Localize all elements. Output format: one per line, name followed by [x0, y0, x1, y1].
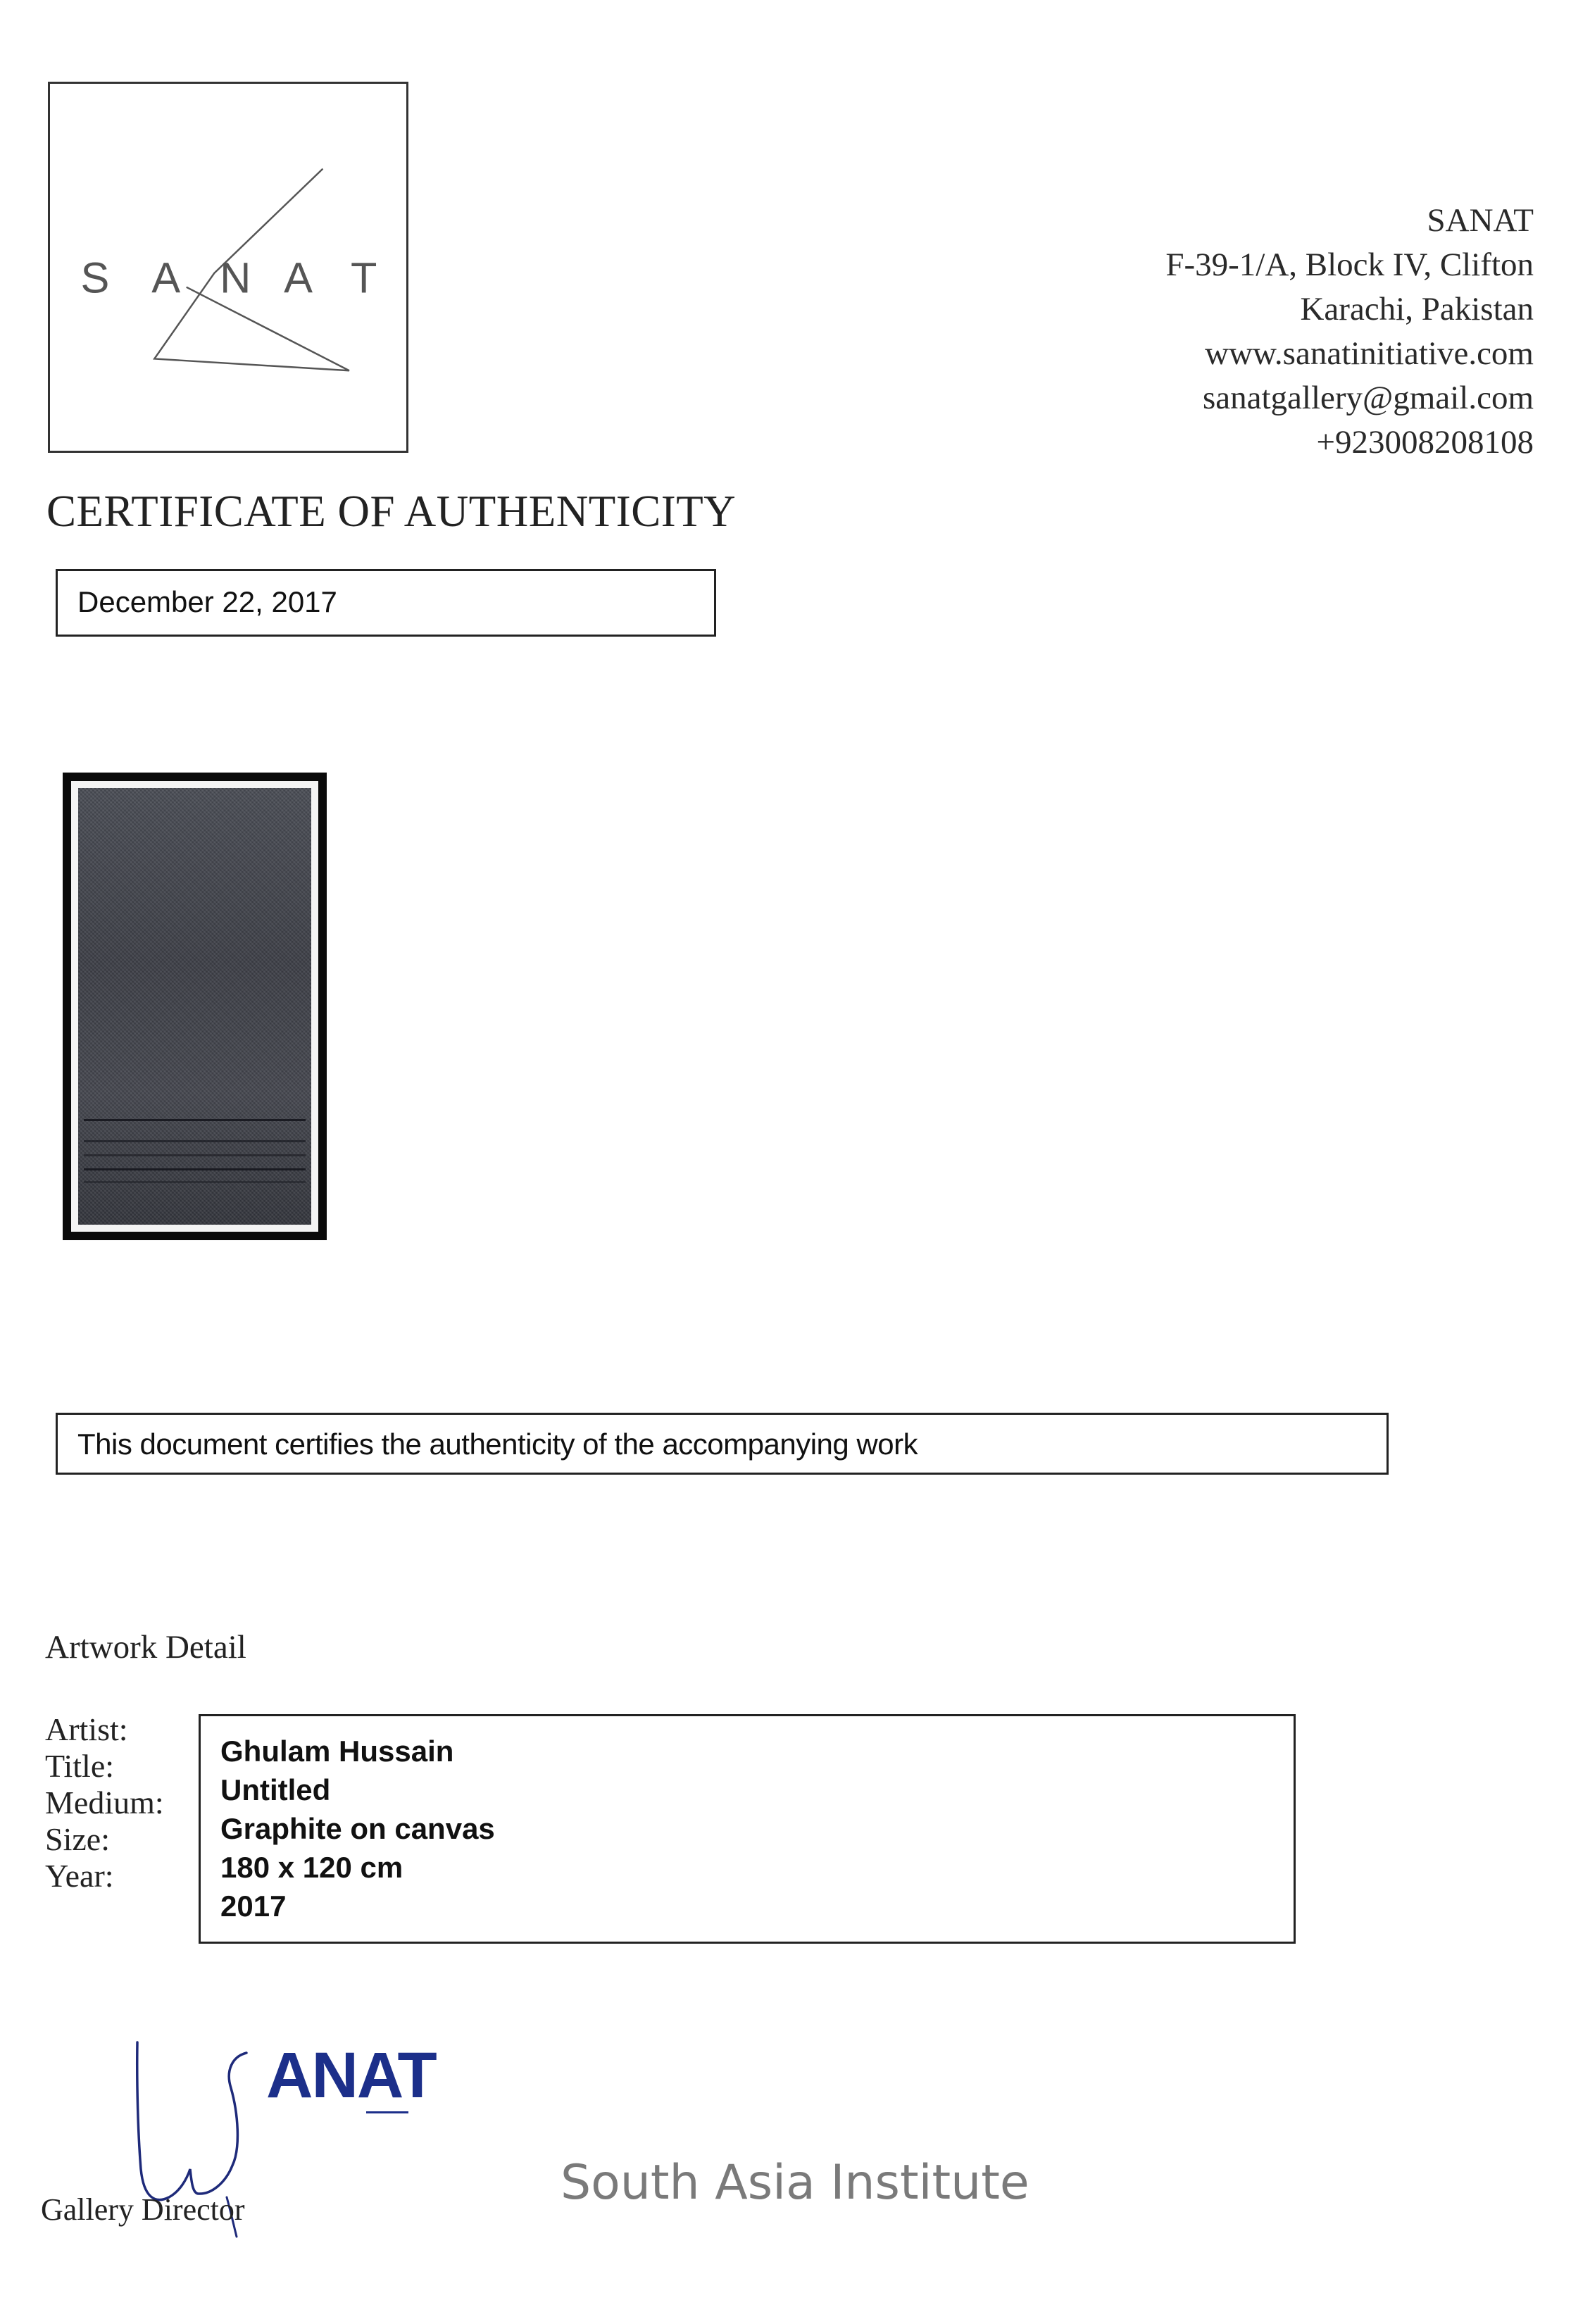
artwork-line: [84, 1168, 306, 1170]
artwork-canvas: [78, 788, 311, 1225]
artwork-line: [84, 1181, 306, 1183]
sanat-stamp: ANAT: [266, 2039, 436, 2111]
size-value: 180 x 120 cm: [220, 1851, 403, 1884]
logo-letter-s: S: [80, 254, 110, 302]
artist-value: Ghulam Hussain: [220, 1735, 454, 1768]
logo-letter-t: T: [350, 254, 377, 302]
statement-box: [56, 1413, 1389, 1475]
artwork-image: [63, 773, 327, 1240]
stamp-underline: [366, 2111, 408, 2113]
gallery-phone: +923008208108: [1316, 424, 1534, 461]
artist-label: Artist:: [45, 1711, 128, 1747]
certification-statement: This document certifies the authenticity of the accompanying work: [77, 1427, 918, 1461]
year-value: 2017: [220, 1889, 287, 1923]
sanat-logo: [48, 82, 408, 453]
gallery-director-label: Gallery Director: [41, 2192, 245, 2227]
date-box: [56, 569, 716, 637]
title-value: Untitled: [220, 1773, 331, 1806]
year-label: Year:: [45, 1858, 114, 1894]
certificate-date: December 22, 2017: [77, 585, 337, 618]
address-line-2: Karachi, Pakistan: [1300, 291, 1534, 327]
logo-letter-a2: A: [284, 254, 313, 302]
artwork-detail-box: [199, 1714, 1296, 1944]
artwork-detail-labels: [45, 1711, 164, 1894]
logo-letter-a1: A: [151, 254, 181, 302]
logo-letter-n: N: [220, 254, 251, 302]
footer-watermark: South Asia Institute: [561, 2155, 1029, 2211]
medium-label: Medium:: [45, 1785, 164, 1820]
gallery-address: [1165, 199, 1534, 465]
artwork-line: [84, 1140, 306, 1142]
gallery-email: sanatgallery@gmail.com: [1202, 380, 1534, 416]
gallery-name: SANAT: [1427, 202, 1534, 239]
artwork-mat: [71, 781, 318, 1232]
artwork-line: [84, 1154, 306, 1156]
certificate-title: CERTIFICATE OF AUTHENTICITY: [46, 487, 737, 536]
gallery-website: www.sanatinitiative.com: [1205, 335, 1534, 372]
sanat-triangle-logo-icon: [50, 84, 406, 451]
medium-value: Graphite on canvas: [220, 1812, 495, 1845]
address-line-1: F-39-1/A, Block IV, Clifton: [1165, 246, 1534, 283]
size-label: Size:: [45, 1821, 110, 1857]
artwork-detail-values: [220, 1732, 495, 1925]
title-label: Title:: [45, 1748, 115, 1784]
artwork-detail-heading: Artwork Detail: [45, 1629, 246, 1666]
artwork-line: [84, 1119, 306, 1121]
